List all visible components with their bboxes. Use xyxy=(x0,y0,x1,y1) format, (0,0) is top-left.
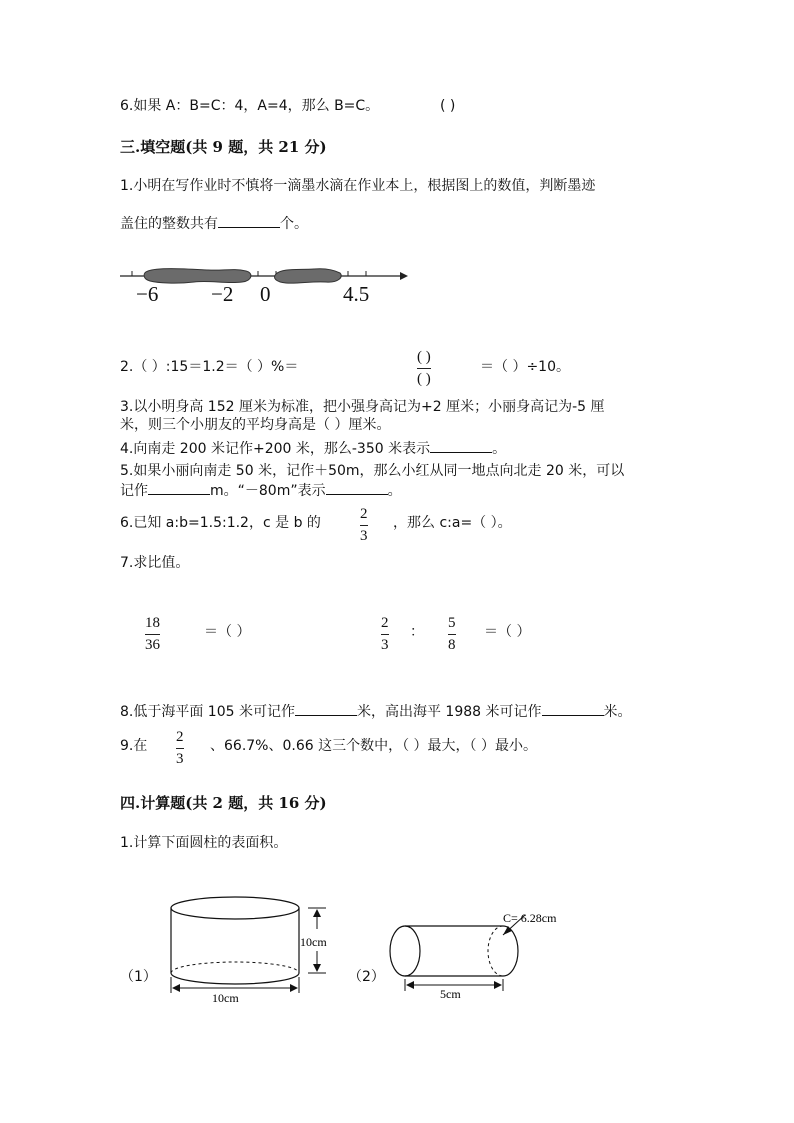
fill-3-line1: 3.以小明身高 152 厘米为标准，把小强身高记为+2 厘米；小丽身高记为-5 厘 xyxy=(120,399,605,415)
cylinder-top xyxy=(171,897,299,919)
text: 米，高出海平 1988 米可记作 xyxy=(356,704,542,720)
arrow-head xyxy=(313,909,321,917)
answer-blank[interactable] xyxy=(542,703,604,716)
text: 4.向南走 200 米记作+200 米，那么-350 米表示 xyxy=(120,441,431,457)
text: 记作 xyxy=(120,483,148,499)
fraction-blank[interactable] xyxy=(417,349,431,388)
fill-7-title: 7.求比值。 xyxy=(120,555,190,571)
arrow-head xyxy=(313,964,321,972)
question-text: 6.如果 A：B=C：4，A=4，那么 B=C。 xyxy=(120,98,380,114)
question-6-prev xyxy=(120,97,379,115)
fraction-bar xyxy=(360,525,368,526)
denominator: ( ) xyxy=(417,371,431,387)
numerator: 2 xyxy=(360,506,368,522)
cylinder-bottom-front xyxy=(171,973,299,984)
arrow-head xyxy=(400,272,408,280)
answer-blank[interactable] xyxy=(295,703,357,716)
answer-paren: ( ) xyxy=(440,98,456,114)
denominator: 3 xyxy=(360,528,368,544)
cylinder-figure-1 xyxy=(160,893,350,1003)
text: 个。 xyxy=(280,216,308,232)
answer-blank[interactable] xyxy=(218,215,280,228)
fraction-bar xyxy=(417,368,431,369)
fill-1-line1: 1.小明在写作业时不慎将一滴墨水滴在作业本上，根据图上的数值，判断墨迹 xyxy=(120,178,596,194)
fill-9-pre: 9.在 xyxy=(120,738,148,754)
fraction-bar xyxy=(448,634,456,635)
ratio-b-answer: ＝（ ） xyxy=(484,624,531,640)
arrow-head xyxy=(503,926,512,935)
fill-6-post: ，那么 c:a=（ ）。 xyxy=(393,515,512,531)
text: m。“－80m”表示 xyxy=(210,483,326,499)
length-label: 5cm xyxy=(440,987,461,998)
answer-blank[interactable] xyxy=(326,482,388,495)
tick-label: 0 xyxy=(260,282,271,306)
arrow-head xyxy=(406,981,414,989)
fraction-bar xyxy=(145,634,160,635)
circumference-label: C= 6.28cm xyxy=(503,911,557,925)
fill-5-line2 xyxy=(120,482,402,500)
fraction-bar xyxy=(176,748,184,749)
fill-4 xyxy=(120,440,506,458)
numerator: 2 xyxy=(381,615,389,631)
text: 盖住的整数共有 xyxy=(120,216,218,232)
fill-9-post: 、66.7%、0.66 这三个数中，（ ）最大，（ ）最小。 xyxy=(210,738,537,754)
denominator: 3 xyxy=(381,637,389,653)
cylinder-bottom-back xyxy=(171,962,299,973)
denominator: 3 xyxy=(176,751,184,767)
tick-label: 4.5 xyxy=(343,282,370,306)
text: 。 xyxy=(387,483,402,499)
fraction xyxy=(176,729,184,768)
cylinder-figure-2 xyxy=(385,903,585,998)
fraction xyxy=(381,615,389,654)
fill-8 xyxy=(120,703,632,721)
arrow-head xyxy=(494,981,502,989)
arrow-head xyxy=(172,984,180,992)
fill-5-line1: 5.如果小丽向南走 50 米，记作＋50m，那么小红从同一地点向北走 20 米，可以 xyxy=(120,463,625,479)
text: 8.低于海平面 105 米可记作 xyxy=(120,704,295,720)
fraction xyxy=(448,615,456,654)
fraction xyxy=(360,506,368,545)
numerator: 18 xyxy=(145,615,160,631)
fill-2-part-a: 2.（ ）:15＝1.2＝（ ）%＝ xyxy=(120,359,299,375)
tick-label: −2 xyxy=(211,282,234,306)
denominator: 36 xyxy=(145,637,160,653)
text: 米。 xyxy=(603,704,632,720)
section-3-heading: 三.填空题(共 9 题，共 21 分) xyxy=(120,138,327,156)
answer-blank[interactable] xyxy=(430,440,492,453)
figure-2-label: （2） xyxy=(348,969,385,985)
fill-1-line2 xyxy=(120,215,308,233)
ratio-a-answer: ＝（ ） xyxy=(204,624,251,640)
numerator: ( ) xyxy=(417,349,431,365)
answer-blank[interactable] xyxy=(148,482,210,495)
ratio-colon: ： xyxy=(410,624,424,640)
fill-3-line2: 米，则三个小朋友的平均身高是（ ）厘米。 xyxy=(120,417,391,433)
height-label: 10cm xyxy=(300,935,327,949)
tick-label: −6 xyxy=(136,282,159,306)
calc-1-title: 1.计算下面圆柱的表面积。 xyxy=(120,835,288,851)
denominator: 8 xyxy=(448,637,456,653)
fill-6-pre: 6.已知 a:b=1.5:1.2，c 是 b 的 xyxy=(120,515,321,531)
numerator: 2 xyxy=(176,729,184,745)
section-4-heading: 四.计算题(共 2 题，共 16 分) xyxy=(120,794,327,812)
ink-blot-left xyxy=(144,269,251,283)
cylinder-right-back xyxy=(488,926,503,976)
text: 。 xyxy=(492,441,507,457)
cylinder-left-end xyxy=(390,926,420,976)
width-label: 10cm xyxy=(212,991,239,1003)
figure-1-label: （1） xyxy=(120,969,157,985)
fill-2-part-b: ＝（ ）÷10。 xyxy=(480,359,570,375)
arrow-head xyxy=(290,984,298,992)
numerator: 5 xyxy=(448,615,456,631)
ink-blot-right xyxy=(274,269,341,283)
fraction-bar xyxy=(381,634,389,635)
fraction xyxy=(145,615,160,654)
